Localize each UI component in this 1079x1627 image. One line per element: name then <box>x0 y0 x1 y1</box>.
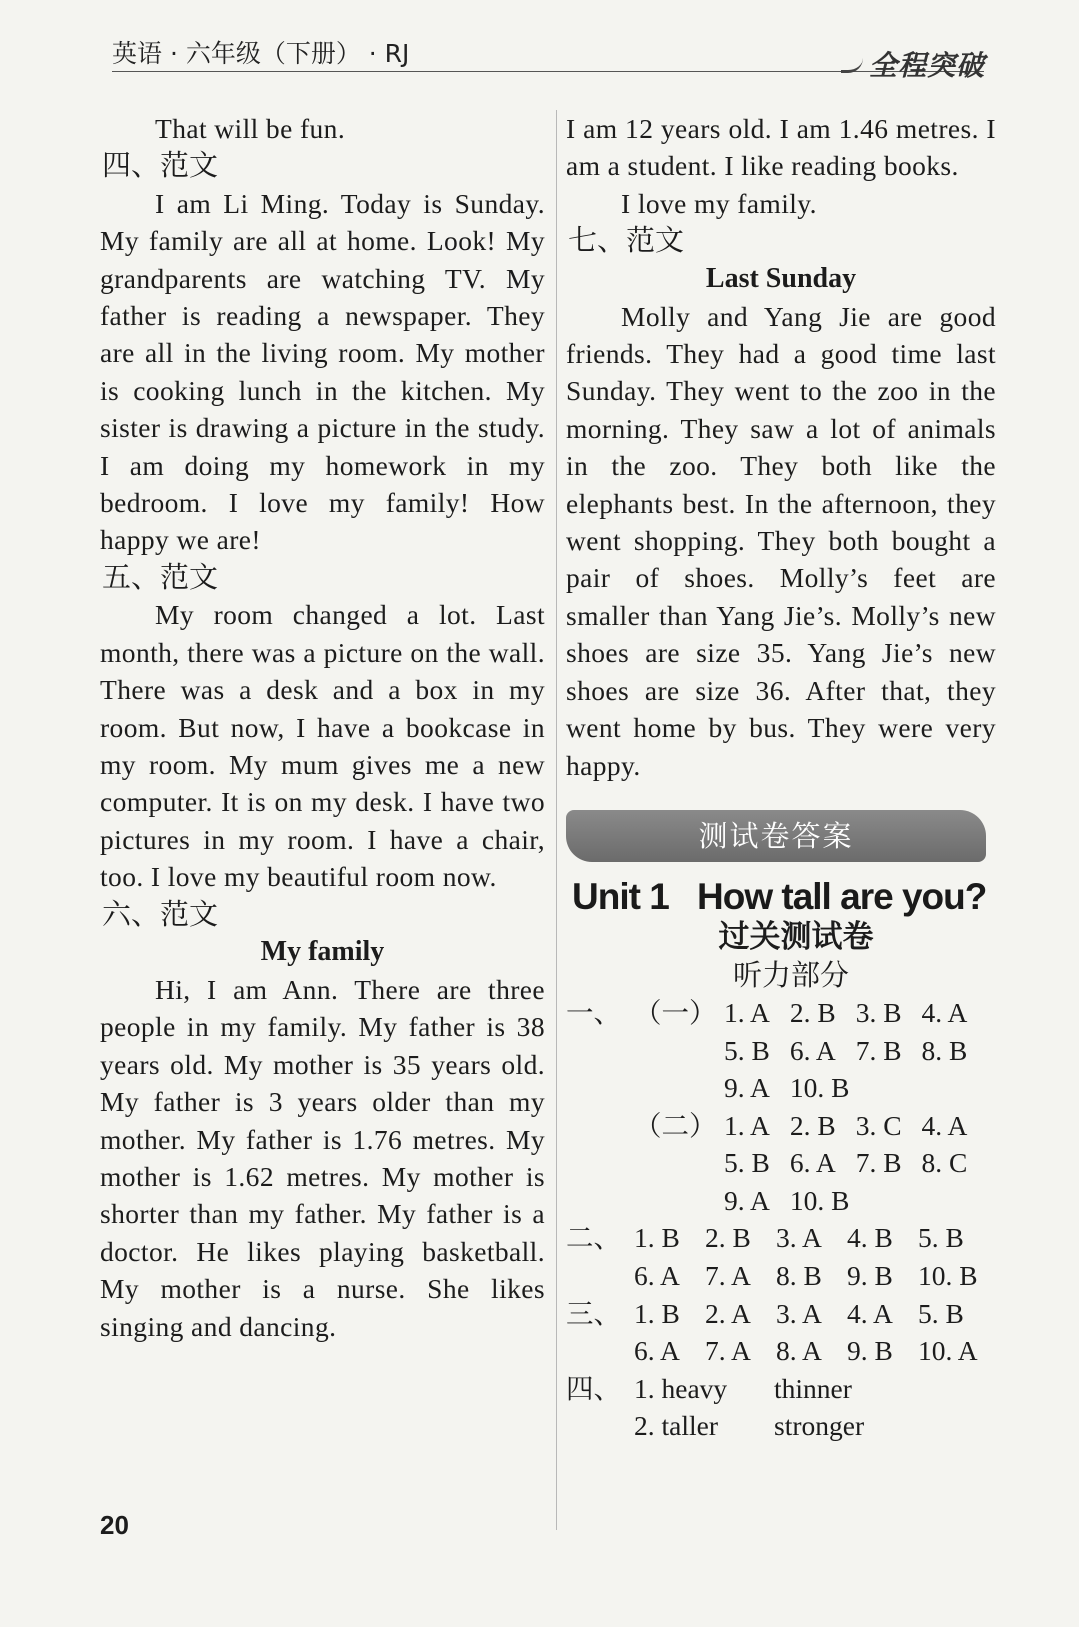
question-number: 三、 <box>566 1297 621 1330</box>
part-label: （一） <box>634 996 717 1028</box>
answer-item: 9. A <box>724 1072 770 1104</box>
answer-item: 9. B <box>847 1260 893 1292</box>
section-7-heading: 七、范文 <box>568 223 685 258</box>
answer-items <box>724 1069 869 1107</box>
answer-item: 8. B <box>921 1034 968 1066</box>
answer-row <box>566 1107 996 1145</box>
question-number: 四、 <box>566 1372 621 1405</box>
left-column <box>100 110 545 1345</box>
essay-6-continued: I am 12 years old. I am 1.46 metres. I am a student. I like reading books. <box>566 113 996 182</box>
answer-row <box>566 1219 996 1257</box>
answer-item: 1. B <box>634 1222 680 1254</box>
answer-item: 2. B <box>705 1222 751 1254</box>
answer-row <box>566 1370 996 1408</box>
answer-item: 3. B <box>855 996 902 1028</box>
answer-item: 4. A <box>921 996 968 1028</box>
answer-item: 7. A <box>705 1335 751 1367</box>
answer-row <box>566 994 996 1032</box>
answer-item: 3. C <box>855 1109 902 1141</box>
answer-item: 2. A <box>705 1297 751 1329</box>
unit-title: How tall are you? <box>697 875 987 917</box>
answer-item: 5. B <box>724 1147 770 1179</box>
section-4-heading: 四、范文 <box>102 148 219 183</box>
answer-item: 7. A <box>705 1260 751 1292</box>
answer-row <box>566 1069 996 1107</box>
answer-items <box>634 1257 989 1295</box>
right-column <box>566 110 996 1445</box>
answer-item: 7. B <box>855 1034 902 1066</box>
answer-item: 6. A <box>789 1147 836 1179</box>
essay-6-title: My family <box>260 935 385 967</box>
listening-section-title: 听力部分 <box>732 957 849 992</box>
essay-7-title: Last Sunday <box>705 262 857 294</box>
answer-item: 9. B <box>847 1335 893 1367</box>
answer-item: thinner <box>774 1372 852 1404</box>
answer-item: 6. A <box>634 1260 680 1292</box>
answer-item: 10. B <box>789 1184 850 1216</box>
answer-items <box>724 994 987 1032</box>
answer-row <box>566 1144 996 1182</box>
essay-3-ending: That will be fun. <box>155 113 346 144</box>
page-number: 20 <box>100 1510 129 1540</box>
answer-item: 10. B <box>789 1072 850 1104</box>
answer-row <box>566 1032 996 1070</box>
answer-item: 5. B <box>918 1297 964 1329</box>
answer-key-banner: 测试卷答案 <box>566 810 986 862</box>
answer-item: 7. B <box>855 1147 902 1179</box>
answer-item: 3. A <box>776 1297 822 1329</box>
essay-4-body: I am Li Ming. Today is Sunday. My family are all at home. Look! My grandparents are watching TV. My father is reading a newspaper. They are all in the living room. My mother is cooking lunch in the kitchen. My sister is drawing a picture in the study. I am doing my homework in my bedroom. I love my family! How happy we are! <box>100 187 545 556</box>
answer-items <box>724 1107 987 1145</box>
answer-row <box>566 1407 996 1445</box>
question-number: 二、 <box>566 1222 621 1255</box>
answer-items <box>634 1295 989 1333</box>
answer-row <box>566 1332 996 1370</box>
answer-item: stronger <box>774 1410 865 1442</box>
answer-row <box>566 1295 996 1333</box>
unit-heading <box>566 876 996 918</box>
answer-items <box>634 1219 989 1257</box>
question-number: 一、 <box>566 996 621 1029</box>
answer-items <box>724 1182 869 1220</box>
answer-item: 8. A <box>776 1335 822 1367</box>
essay-7-body: Molly and Yang Jie are good friends. They had a good time last Sunday. They went to the zoo in the morning. They saw a lot of animals in the zoo. They both like the elephants best. In the afternoon, they went shopping. They both bought a pair of shoes. Molly’s feet are smaller than Yang Jie’s. Molly’s new shoes are size 35. Yang Jie’s new shoes are size 36. After that, they went home by bus. They were very happy. <box>566 300 996 781</box>
section-5-heading: 五、范文 <box>102 559 219 594</box>
answer-item: 3. A <box>776 1222 822 1254</box>
section-6-heading: 六、范文 <box>102 896 219 931</box>
book-subject: 英语 · 六年级（下册） · RJ <box>112 39 410 68</box>
column-divider <box>556 110 557 1530</box>
answer-row <box>566 1257 996 1295</box>
answer-item: 6. A <box>634 1335 680 1367</box>
answer-item: 2. taller <box>634 1410 718 1442</box>
part-label: （二） <box>634 1109 717 1141</box>
answer-item: 2. B <box>789 1109 836 1141</box>
brand-logo: 全程突破 <box>868 49 985 82</box>
answer-item: 9. A <box>724 1184 770 1216</box>
page-header <box>0 0 1079 82</box>
test-title: 过关测试卷 <box>718 918 874 955</box>
answer-row <box>566 1182 996 1220</box>
essay-6-body: Hi, I am Ann. There are three people in my family. My father is 38 years old. My mother is 35 years old. My father is 3 years older than my mother. My father is 1.76 metres. My mother is 1.62 metres. My mother is shorter than my father. My father is a doctor. He likes playing basketball. My mother is a nurse. She likes singing and dancing. <box>100 973 545 1342</box>
answer-item: 8. C <box>921 1147 968 1179</box>
answer-item: 5. B <box>724 1034 770 1066</box>
unit-number: Unit 1 <box>572 875 669 917</box>
answer-item: 4. B <box>847 1222 893 1254</box>
answer-item: 1. B <box>634 1297 680 1329</box>
answer-items <box>724 1144 987 1182</box>
answer-item: 4. A <box>847 1297 893 1329</box>
answer-item: 10. A <box>918 1335 978 1367</box>
answer-item: 1. heavy <box>634 1372 728 1404</box>
answer-item: 1. A <box>724 996 770 1028</box>
essay-5-body: My room changed a lot. Last month, there was a picture on the wall. There was a desk and a box in my room. But now, I have a bookcase in my room. My mum gives me a new computer. It is on my desk. I have two pictures in my room. I have a chair, too. I love my beautiful room now. <box>100 599 545 893</box>
answer-block <box>566 994 996 1445</box>
answer-item: 4. A <box>921 1109 968 1141</box>
answer-items <box>724 1032 987 1070</box>
essay-6-closing: I love my family. <box>621 187 817 219</box>
answer-item: 10. B <box>918 1260 978 1292</box>
answer-item: 8. B <box>776 1260 822 1292</box>
answer-item: 2. B <box>789 996 836 1028</box>
answer-items <box>634 1332 989 1370</box>
answer-item: 1. A <box>724 1109 770 1141</box>
answer-item: 6. A <box>789 1034 836 1066</box>
answer-item: 5. B <box>918 1222 964 1254</box>
